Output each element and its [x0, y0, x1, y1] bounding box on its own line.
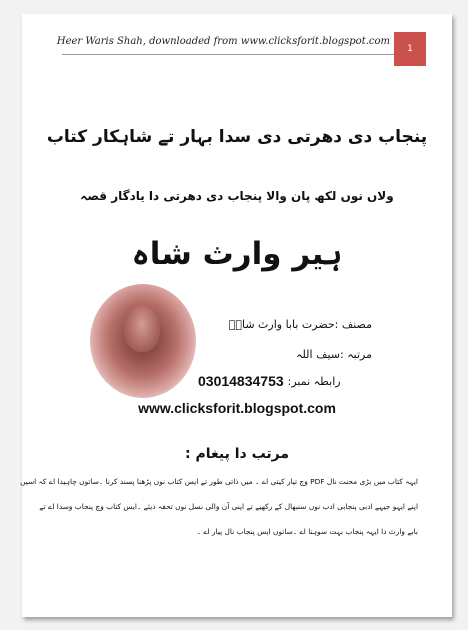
message-heading: مرتب دا پیغام : — [184, 446, 290, 462]
header-rule — [62, 54, 394, 55]
author-line: مصنف :حضرت بابا وارث شاہؒ — [228, 318, 372, 331]
contact-row — [198, 371, 398, 391]
cover-subtitle-line: ولاں نوں لکھ پان والا پنجاب دی دھرتی دا یادگار قصہ — [80, 189, 394, 203]
message-line-1: ایہہ کتاب میں بڑی محنت نال PDF وچ تیار کیتی اے ۔ میں ذاتی طور تے ایس کتاب نوں پڑھنا پسند کرنا ۔ساتوں چاہیدا اے کہ اسیں — [20, 477, 418, 486]
website-link[interactable]: www.clicksforit.blogspot.com — [138, 400, 336, 416]
page-number-badge: 1 — [394, 32, 426, 66]
document-page — [22, 14, 452, 617]
contact-label: رابطہ نمبر: — [287, 374, 341, 388]
cover-title-line: پنجاب دی دھرتی دی سدا بہار تے شاہکار کتاب — [46, 127, 428, 147]
page-header — [22, 14, 452, 60]
phone-number: 03014834753 — [198, 373, 284, 389]
message-line-2: اپنے ایہو جیہے ادبی پنجابی ادب نوں سنبھال کے رکھیے تے اپنی آن والی نسل نوں تحفہ دیئے ۔ایس کتاب وچ پنجاب وسدا اے تے — [39, 502, 418, 511]
compiler-photo — [90, 284, 196, 398]
header-text: Heer Waris Shah, downloaded from www.clicksforit.blogspot.com — [56, 36, 390, 47]
book-title: ہیر وارث شاہ — [131, 236, 343, 272]
compiler-line: مرتبہ :سیف اللہ — [296, 348, 372, 361]
photo-face — [124, 306, 160, 352]
message-line-3: بابے وارث دا ایہہ پنجاب بہت سوہنا اے ۔ساتوں ایس پنجاب نال پیار اے ۔ — [196, 527, 418, 536]
